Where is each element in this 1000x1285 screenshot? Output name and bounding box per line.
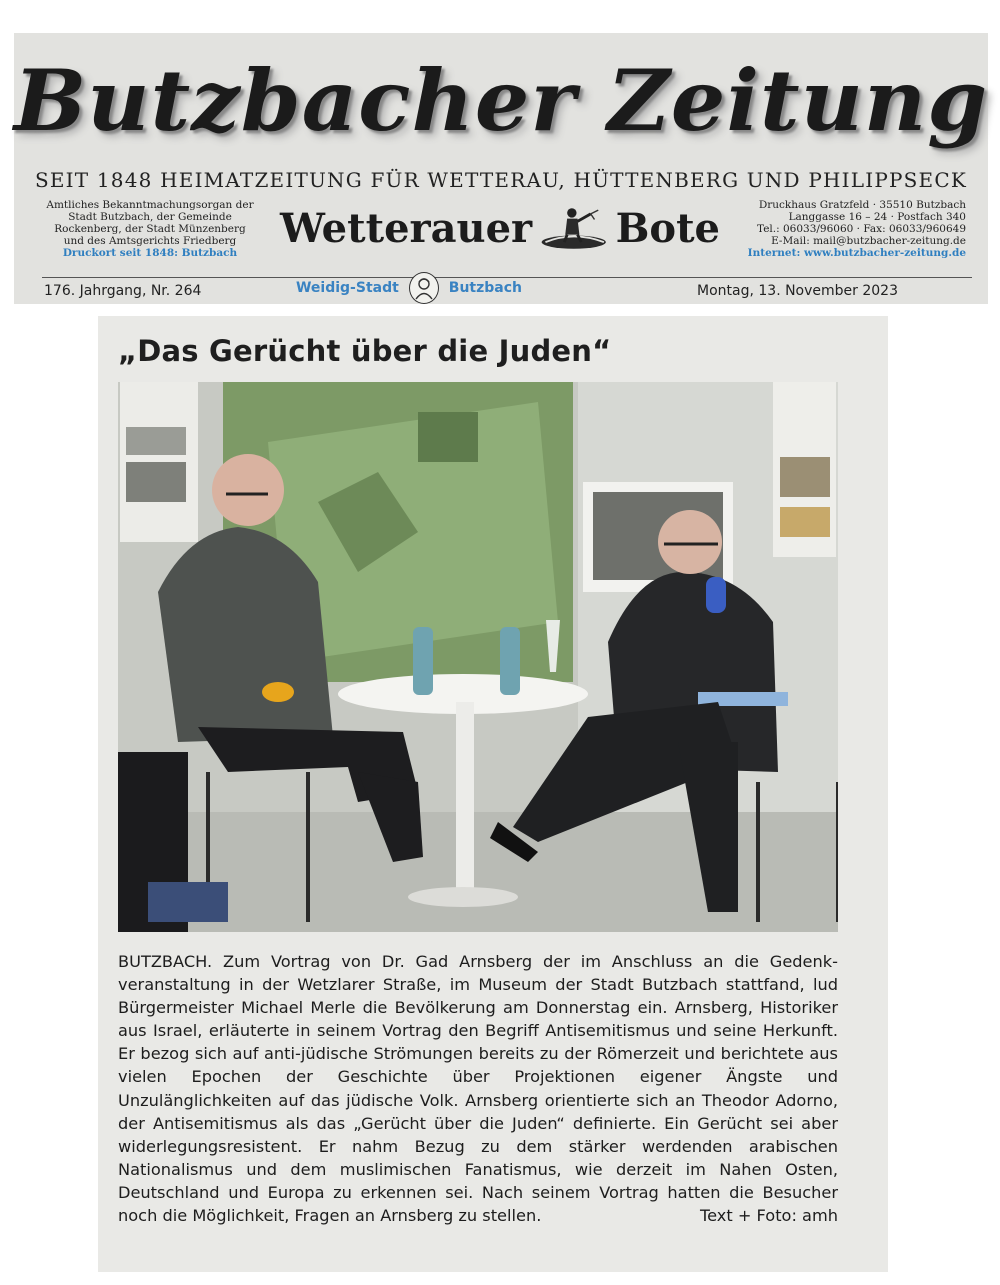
imprint-left-line: Amtliches Bekanntmachungsorgan der (46, 199, 254, 211)
imprint-right (720, 199, 966, 259)
portrait-icon (409, 272, 439, 304)
imprint-right-line: E-Mail: mail@butzbacher-zeitung.de (771, 235, 966, 247)
imprint-left-line: Rockenberg, der Stadt Münzenberg (54, 223, 246, 235)
article (98, 316, 888, 1272)
issue-number: 176. Jahrgang, Nr. 264 (44, 283, 202, 299)
print-location: Druckort seit 1848: Butzbach (62, 247, 238, 259)
internet-address: Internet: www.butzbacher-zeitung.de (747, 247, 966, 259)
article-body-text: BUTZBACH. Zum Vortrag von Dr. Gad Arnsberg der im Anschluss an die Gedenkveranstaltung in der Wetzlarer Straße, im Museum der Stadt Butzbach stattfand, lud Bürgermeister Michael Merle die Bevölkerung am Donnerstag ein. Arnsberg, Historiker aus Israel, erläuterte in seinem Vortrag den Begriff Antisemitismus und seine Herkunft. Er bezog sich auf anti-jüdische Strömungen bereits zu der Römerzeit und berichtete aus vielen Epochen der Geschichte über Projektionen eigener Ängste und Unzulänglichkeiten auf das jüdische Volk. Arnsberg orientierte sich an Theodor Adorno, der Antisemitismus als das „Gerücht über die Juden“ definierte. Ein Gerücht sei aber widerlegungsresistent. Er nahm Bezug zu dem stärker werdenden arabischen Nationalismus und dem muslimischen Fanatismus, wie derzeit im Nahen Osten, Deutschland und Europa zu erkennen sei. Nach seinem Vortrag hatten die Besucher noch die Möglichkeit, Fragen an Arnsberg zu stellen. (118, 952, 838, 1226)
imprint-left-line: und des Amtsgerichts Friedberg (63, 235, 237, 247)
sower-emblem-icon (536, 203, 611, 253)
newspaper-masthead (14, 33, 988, 304)
town-banner-left: Weidig-Stadt (295, 280, 399, 296)
imprint-right-line: Tel.: 06033/96060 · Fax: 06033/960649 (757, 223, 966, 235)
town-banner (272, 271, 546, 305)
town-banner-right: Butzbach (448, 280, 523, 296)
secondary-title-left: Wetterauer (280, 204, 533, 252)
secondary-title-right: Bote (615, 204, 720, 252)
article-headline: „Das Gerücht über die Juden“ (118, 334, 612, 368)
secondary-title (280, 200, 720, 256)
imprint-right-line: Druckhaus Gratzfeld · 35510 Butzbach (758, 199, 966, 211)
photo-credit: Text + Foto: amh (699, 1206, 838, 1226)
imprint-left (44, 199, 256, 259)
masthead-tagline: SEIT 1848 HEIMATZEITUNG FÜR WETTERAU, HÜTTENBERG UND PHILIPPSECK (34, 168, 967, 192)
imprint-right-line: Langgasse 16 – 24 · Postfach 340 (788, 211, 966, 223)
article-body (118, 950, 838, 1227)
event-photo-illustration (118, 382, 838, 932)
newspaper-title: Butzbacher Zeitung (13, 51, 989, 150)
imprint-left-line: Stadt Butzbach, der Gemeinde (68, 211, 232, 223)
article-photo (118, 382, 838, 932)
issue-date: Montag, 13. November 2023 (697, 283, 898, 299)
